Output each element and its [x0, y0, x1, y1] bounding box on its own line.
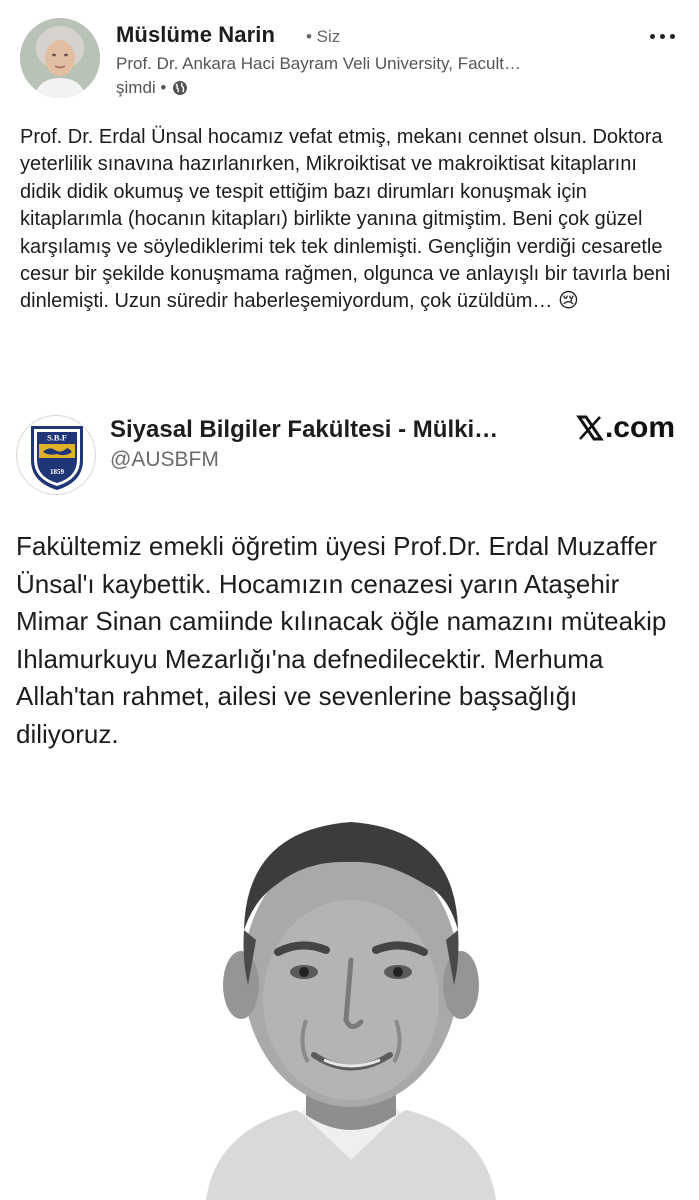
dot	[670, 34, 675, 39]
globe-icon	[172, 80, 188, 96]
more-horizontal-icon[interactable]	[647, 26, 677, 46]
embed-source-domain: .com	[604, 411, 675, 444]
logo-text: S.B.F	[47, 432, 67, 443]
faculty-logo	[16, 415, 96, 495]
embed-source[interactable]	[576, 411, 675, 445]
dot	[660, 34, 665, 39]
post-time: şimdi •	[116, 78, 167, 97]
x-logo-icon	[576, 414, 604, 442]
avatar-portrait	[20, 18, 100, 98]
tweet-text: Fakültemiz emekli öğretim üyesi Prof.Dr. Erdal Muzaffer Ünsal'ı kaybettik. Hocamızın cenazesi yarın Ataşehir Mimar Sinan camiinde kılınacak öğle namazını müteakip Ihlamurkuyu Mezarlığı'na defnedilecektir. Merhuma Allah'tan rahmet, ailesi ve sevenlerine başsağlığı diliyoruz.	[16, 531, 667, 749]
author-relation-label: • Siz	[306, 27, 341, 46]
faculty-seal	[17, 416, 96, 495]
author-avatar[interactable]	[20, 18, 100, 98]
author-name[interactable]: Müslüme Narin	[116, 22, 275, 47]
post-text: Prof. Dr. Erdal Ünsal hocamız vefat etmiş, mekanı cennet olsun. Doktora yeterlilik sınavına hazırlanırken, Mikroiktisat ve makroiktisat kitaplarını didik didik okumuş ve tespit ettiğim bazı dirumları konuşmak için kitaplarımla (hocanın kitapları) birlikte yanına gitmiştim. Beni çok güzel karşılamış ve söylediklerimi tek tek dinlemişti. Gençliğin verdiği cesaretle cesur bir şekilde konuşmama rağmen, olgunca ve anlayışlı bir tavırla beni dinlemişti. Uzun süredir haberleşemiyordum, çok üzüldüm… 😢	[20, 126, 671, 313]
embed-account-handle[interactable]: @AUSBFM	[110, 448, 219, 471]
tweet-photo[interactable]	[186, 800, 516, 1200]
post-header	[0, 0, 699, 118]
logo-year: 1859	[50, 468, 64, 476]
author-headline: Prof. Dr. Ankara Haci Bayram Veli University, Facult…	[116, 54, 521, 73]
embed-account-name[interactable]: Siyasal Bilgiler Fakültesi - Mülki…	[110, 416, 499, 443]
post-meta	[116, 78, 188, 98]
dot	[650, 34, 655, 39]
portrait-photo	[186, 800, 516, 1200]
embedded-x-post[interactable]	[0, 395, 699, 1200]
